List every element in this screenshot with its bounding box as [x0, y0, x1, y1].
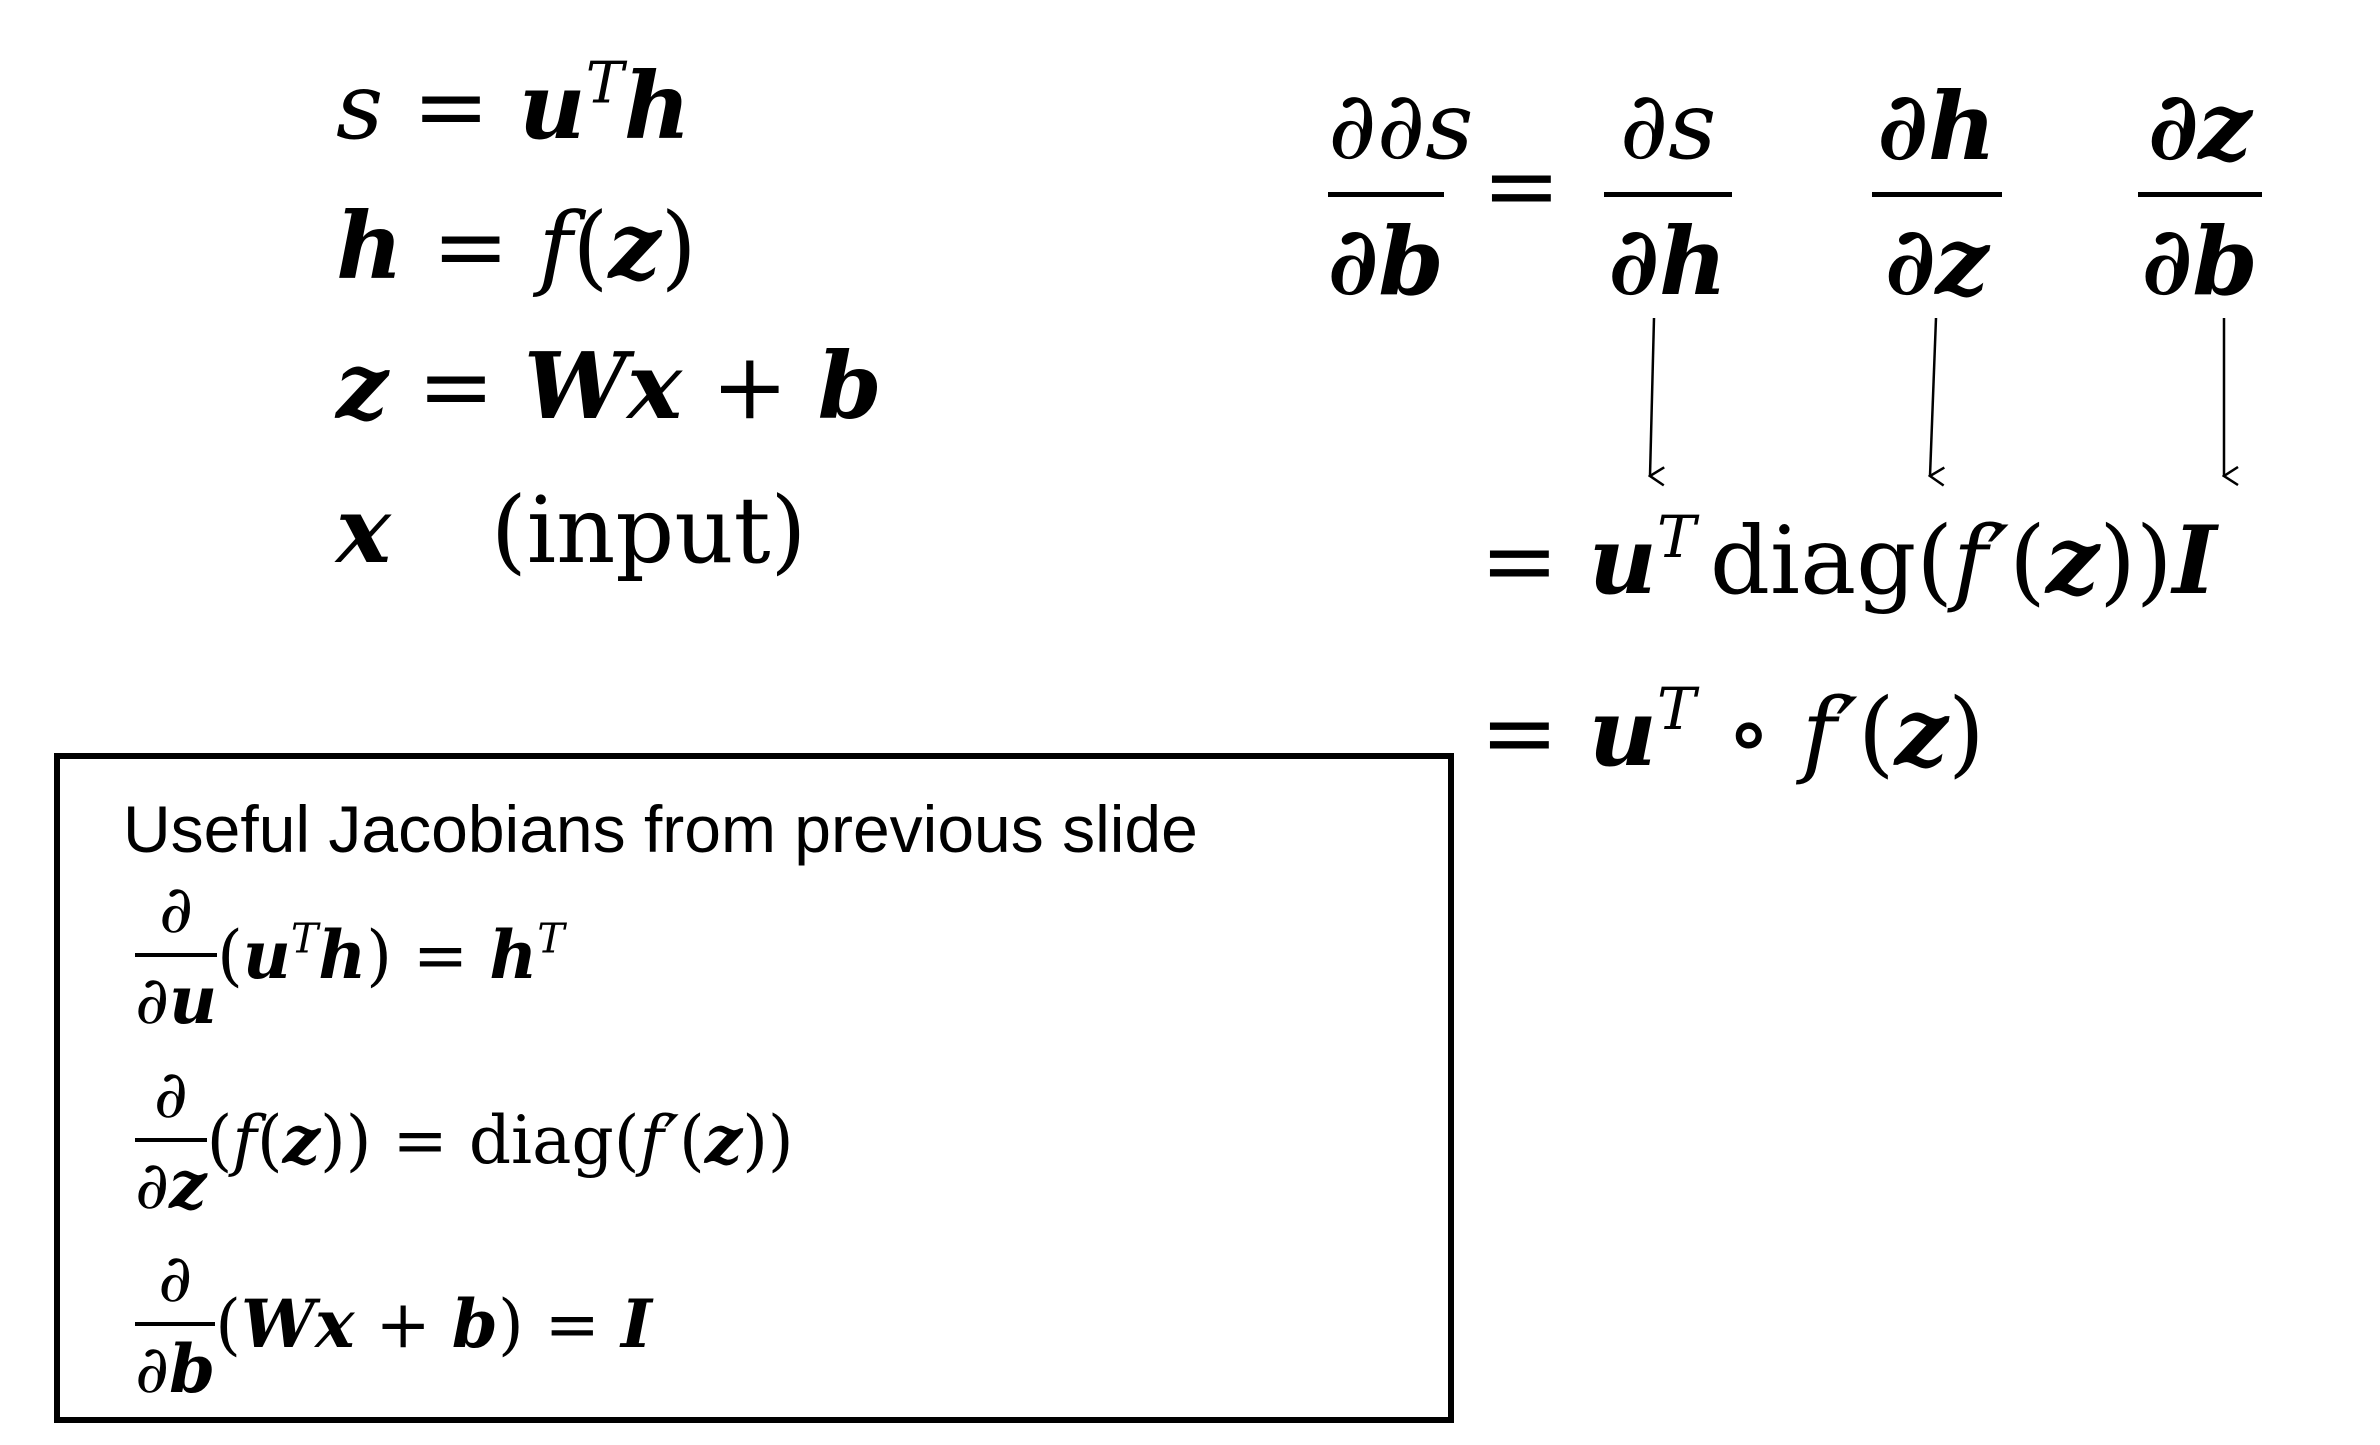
f3-numerator: ∂z	[2148, 72, 2252, 182]
var-W: W	[523, 332, 628, 440]
var-h: h	[318, 916, 367, 994]
jacobian-row-b: $\frac{\partial}{\partial b}$ (Wx + b) = I	[135, 1240, 652, 1408]
equals-sign: =	[1482, 132, 1561, 241]
var-b: b	[817, 332, 882, 440]
plus-sign: +	[711, 333, 789, 440]
var-z: z	[336, 332, 389, 440]
den-var-b: b	[169, 1330, 216, 1408]
den-var-z: z	[169, 1146, 207, 1224]
var-u: u	[518, 52, 586, 160]
identity-matrix: I	[620, 1285, 652, 1363]
jacobian-row-u: $\frac{\partial}{\partial u}$ $(u^Th) = h^T$	[135, 871, 565, 1039]
var-u: u	[1588, 506, 1657, 616]
derivative-wrt-z: $\frac{\partial}{\partial z}$	[135, 1056, 207, 1224]
hadamard-operator: ∘	[1725, 679, 1772, 788]
var-z: z	[1894, 678, 1948, 788]
f1-numerator: ∂s	[1619, 72, 1717, 181]
var-b: b	[451, 1285, 498, 1363]
derivative-wrt-u: $\frac{\partial}{\partial u}$	[135, 871, 218, 1039]
var-u: u	[1588, 678, 1657, 788]
chain-line-3: = $u^T$ ∘ f′(z)	[1480, 674, 1985, 788]
jacobians-box-title: Useful Jacobians from previous slide	[123, 792, 1198, 866]
identity-matrix: I	[2172, 506, 2217, 616]
var-x: x	[315, 1285, 355, 1363]
arrow-down-2	[1930, 318, 1936, 476]
chain-line-2: = $u^T$ diag(f′(z))I	[1480, 502, 2217, 616]
derivative-wrt-b: $\frac{\partial}{\partial b}$	[135, 1240, 216, 1408]
eq-h-definition: h = f(z)	[336, 192, 697, 300]
transpose: T	[290, 914, 319, 963]
transpose: T	[537, 914, 565, 963]
transpose: T	[1657, 502, 1696, 571]
diag-operator: diag	[1709, 507, 1917, 616]
lhs-fraction: ∂∂s ∂b	[1328, 72, 1474, 317]
var-z: z	[608, 192, 661, 300]
result-h: h	[489, 916, 538, 994]
var-W: W	[241, 1285, 316, 1363]
func-fprime: f′	[1953, 507, 2010, 616]
transpose: T	[1657, 674, 1696, 743]
jacobian-row-z: $\frac{\partial}{\partial z}$ (f(z)) = diag(f′(z))	[135, 1056, 794, 1224]
f2-denominator: ∂z	[1885, 207, 1989, 317]
jacobians-box	[54, 753, 1454, 1423]
var-z: z	[282, 1101, 321, 1179]
den-var-u: u	[169, 961, 218, 1039]
partial-symbol: ∂	[158, 1240, 193, 1317]
f1-denominator: ∂h	[1608, 207, 1728, 317]
lhs-numerator: ∂s	[1376, 72, 1474, 181]
func-f: f	[538, 193, 573, 300]
transpose: T	[585, 50, 624, 117]
arrow-down-1	[1650, 318, 1654, 476]
var-h: h	[336, 192, 403, 300]
eq-s-definition: $s = u^Th$	[336, 50, 691, 160]
var-u: u	[242, 916, 291, 994]
input-label: (input)	[490, 477, 807, 584]
func-fprime: f′	[1801, 679, 1858, 788]
var-x: x	[336, 476, 391, 584]
var-z: z	[2045, 506, 2100, 616]
partial-symbol: ∂	[153, 1056, 188, 1133]
var-x: x	[627, 332, 683, 440]
var-s: s	[336, 53, 384, 160]
lhs-denominator: ∂b	[1328, 207, 1444, 317]
func-f: f	[232, 1102, 257, 1179]
var-h: h	[623, 52, 691, 160]
f3-denominator: ∂b	[2142, 207, 2258, 317]
partial-symbol: ∂	[159, 871, 194, 948]
diag-operator: diag	[468, 1102, 614, 1179]
eq-z-definition: z = Wx + b	[336, 332, 882, 440]
f2-numerator: ∂h	[1877, 72, 1997, 182]
func-fprime: f′	[639, 1102, 679, 1179]
